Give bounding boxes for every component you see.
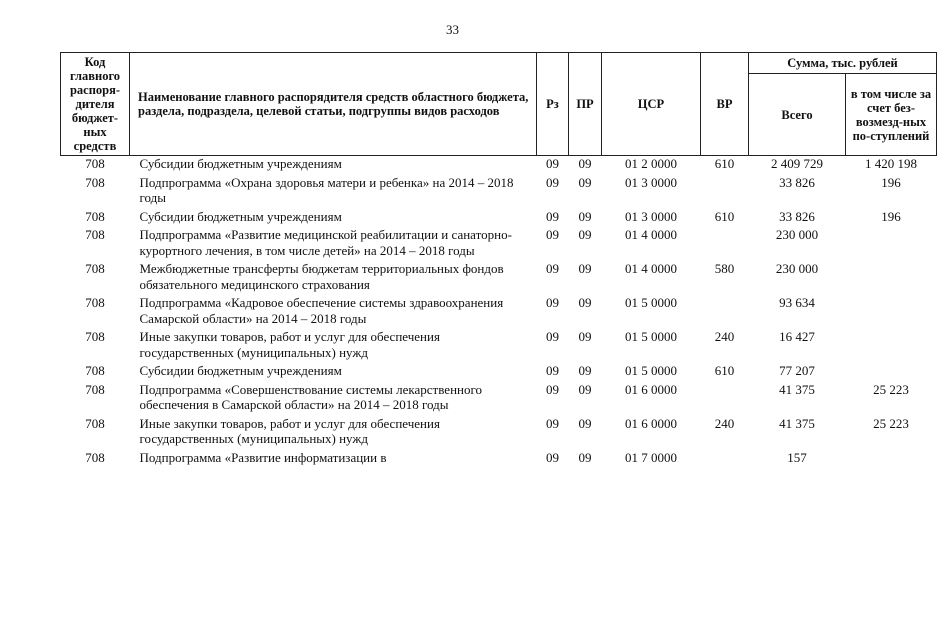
cell-code: 708: [85, 227, 105, 242]
table-row: [61, 172, 937, 206]
cell-total: 41 375: [779, 381, 815, 397]
table-row: [61, 292, 937, 326]
cell-rz: 09: [546, 363, 559, 378]
cell-free: 196: [881, 174, 901, 190]
header-free: в том числе за счет без-возмезд-ных по-ступлений: [846, 74, 937, 156]
cell-code: 708: [85, 156, 105, 171]
cell-name: Межбюджетные трансферты бюджетам территориальных фондов обязательного медицинского страхования: [139, 261, 504, 292]
cell-vr: 240: [714, 329, 735, 344]
header-name: Наименование главного распорядителя средств областного бюджета, раздела, подраздела, целевой статьи, подгруппы видов расходов: [130, 53, 537, 156]
cell-csr: 01 5 0000: [625, 363, 677, 378]
cell-vr: 610: [714, 208, 735, 224]
cell-total: 93 634: [779, 295, 815, 310]
header-total: Всего: [749, 74, 846, 156]
cell-code: 708: [85, 261, 105, 276]
table-row: [61, 258, 937, 292]
cell-pr: 09: [578, 329, 592, 344]
cell-csr: 01 5 0000: [625, 295, 677, 310]
table-header: [61, 53, 937, 156]
cell-rz: 09: [546, 329, 559, 344]
header-rz: Рз: [537, 53, 569, 156]
cell-vr: [701, 172, 749, 206]
cell-pr: 09: [578, 174, 592, 190]
cell-csr: 01 3 0000: [625, 208, 677, 224]
cell-total: 230 000: [775, 261, 819, 276]
cell-csr: 01 6 0000: [625, 415, 677, 431]
cell-name: Подпрограмма «Развитие медицинской реабилитации и санаторно-курортного лечения, в том числе детей» на 2014 – 2018 годы: [139, 227, 512, 258]
cell-vr: 240: [714, 415, 735, 431]
cell-name: Иные закупки товаров, работ и услуг для обеспечения государственных (муниципальных) нужд: [139, 329, 440, 360]
cell-free: [846, 258, 937, 292]
cell-code: 708: [85, 208, 105, 224]
header-code: Код главного распоря-дителя бюджет-ных средств: [61, 53, 130, 156]
cell-free: [846, 224, 937, 258]
cell-pr: 09: [578, 381, 592, 397]
cell-total: 2 409 729: [771, 156, 823, 171]
cell-rz: 09: [546, 261, 559, 276]
cell-vr: 610: [714, 363, 735, 378]
cell-total: 41 375: [779, 415, 815, 431]
cell-csr: 01 4 0000: [625, 227, 677, 242]
cell-csr: 01 2 0000: [625, 156, 677, 171]
cell-vr: 610: [714, 156, 735, 171]
cell-total: 33 826: [779, 174, 815, 190]
cell-name: Подпрограмма «Кадровое обеспечение системы здравоохранения Самарской области» на 2014 – 2018 годы: [139, 295, 504, 326]
cell-free: [846, 326, 937, 360]
budget-table: [60, 52, 937, 465]
cell-rz: 09: [546, 449, 559, 465]
cell-rz: 09: [546, 415, 559, 431]
header-csr: ЦСР: [602, 53, 701, 156]
cell-free: 25 223: [873, 415, 909, 431]
cell-pr: 09: [578, 156, 592, 171]
cell-rz: 09: [546, 208, 559, 224]
table-row: [61, 206, 937, 225]
cell-code: 708: [85, 329, 105, 344]
cell-code: 708: [85, 174, 105, 190]
table-row: [61, 156, 937, 172]
cell-free: 25 223: [873, 381, 909, 397]
cell-code: 708: [85, 449, 105, 465]
cell-free: [846, 292, 937, 326]
cell-csr: 01 4 0000: [625, 261, 677, 276]
cell-vr: [701, 292, 749, 326]
cell-rz: 09: [546, 227, 559, 242]
table-row: [61, 326, 937, 360]
cell-vr: [701, 447, 749, 466]
header-vr: ВР: [701, 53, 749, 156]
cell-name: Субсидии бюджетным учреждениям: [139, 363, 342, 378]
cell-total: 230 000: [775, 227, 819, 242]
cell-total: 33 826: [779, 208, 815, 224]
cell-name: Субсидии бюджетным учреждениям: [139, 208, 342, 224]
cell-free: 196: [881, 208, 901, 224]
cell-pr: 09: [578, 449, 592, 465]
cell-code: 708: [85, 363, 105, 378]
cell-total: 157: [787, 449, 807, 465]
cell-pr: 09: [578, 208, 592, 224]
cell-rz: 09: [546, 295, 559, 310]
cell-code: 708: [85, 415, 105, 431]
cell-pr: 09: [578, 261, 592, 276]
page-number: 33: [446, 22, 459, 37]
cell-vr: [701, 379, 749, 413]
table-row: [61, 360, 937, 379]
cell-vr: [701, 224, 749, 258]
cell-csr: 01 6 0000: [625, 381, 677, 397]
cell-csr: 01 5 0000: [625, 329, 677, 344]
table-row: [61, 224, 937, 258]
cell-pr: 09: [578, 363, 592, 378]
cell-free: [846, 360, 937, 379]
cell-name: Субсидии бюджетным учреждениям: [139, 156, 342, 171]
cell-rz: 09: [546, 174, 559, 190]
cell-csr: 01 3 0000: [625, 174, 677, 190]
header-sum: Сумма, тыс. рублей: [749, 53, 937, 74]
cell-code: 708: [85, 381, 105, 397]
cell-pr: 09: [578, 295, 592, 310]
table-row: [61, 447, 937, 466]
cell-name: Подпрограмма «Развитие информатизации в: [139, 449, 387, 465]
cell-rz: 09: [546, 156, 559, 171]
cell-free: [846, 447, 937, 466]
cell-free: 1 420 198: [865, 156, 917, 171]
table-row: [61, 379, 937, 413]
cell-code: 708: [85, 295, 105, 310]
cell-vr: 580: [714, 261, 735, 276]
table-row: [61, 413, 937, 447]
cell-csr: 01 7 0000: [625, 449, 677, 465]
cell-pr: 09: [578, 227, 592, 242]
cell-rz: 09: [546, 381, 559, 397]
cell-total: 16 427: [779, 329, 815, 344]
cell-name: Иные закупки товаров, работ и услуг для обеспечения государственных (муниципальных) нужд: [139, 415, 440, 446]
cell-pr: 09: [578, 415, 592, 431]
header-pr: ПР: [569, 53, 602, 156]
cell-name: Подпрограмма «Охрана здоровья матери и ребенка» на 2014 – 2018 годы: [139, 174, 514, 205]
table-body: [61, 156, 937, 466]
cell-total: 77 207: [779, 363, 815, 378]
cell-name: Подпрограмма «Совершенствование системы лекарственного обеспечения в Самарской области» на 2014 – 2018 годы: [139, 381, 482, 412]
